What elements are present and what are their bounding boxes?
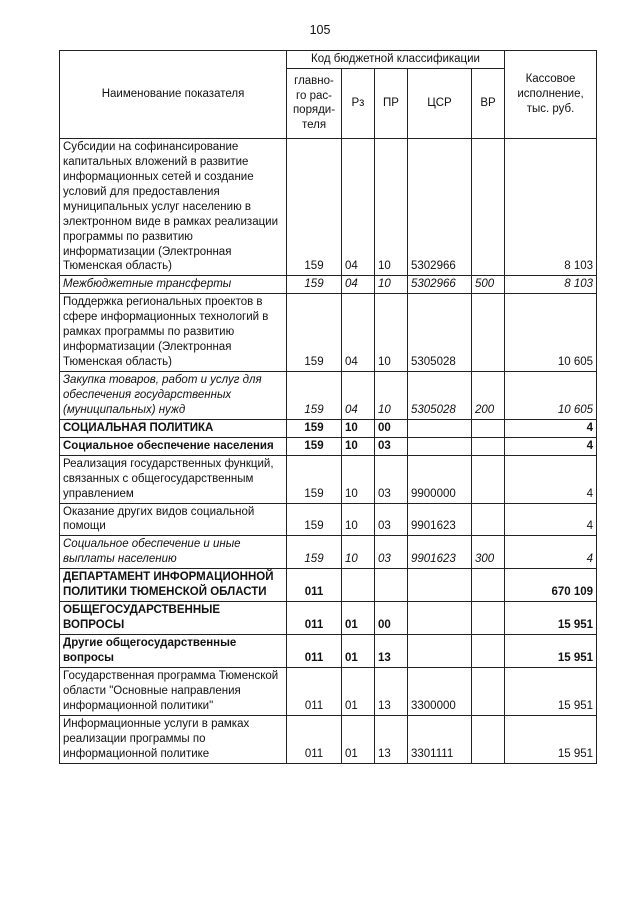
row-name: Социальное обеспечение и иные выплаты населению [60,536,287,569]
row-vr [472,294,505,372]
row-amount: 15 951 [505,602,597,635]
row-name: Реализация государственных функций, связанных с общегосударственным управлением [60,455,287,503]
table-row [60,569,597,602]
row-pr: 10 [375,294,408,372]
row-amount: 4 [505,503,597,536]
row-amount: 15 951 [505,667,597,715]
row-rz: 04 [342,294,375,372]
row-pr: 03 [375,455,408,503]
row-glav: 011 [287,569,342,602]
row-csr: 5302966 [408,276,472,294]
row-vr [472,437,505,455]
row-csr: 3300000 [408,667,472,715]
row-csr [408,419,472,437]
row-name: Субсидии на софинансирование капитальных вложений в развитие информационных сетей и создание условий для предоставления муниципальных услуг населению в электронном виде в рамках реализации программы по развитию информатизации (Электронная Тюменская область) [60,138,287,275]
row-pr: 10 [375,276,408,294]
table-row [60,138,597,275]
row-vr [472,503,505,536]
table-row [60,602,597,635]
row-glav: 159 [287,294,342,372]
row-amount: 15 951 [505,715,597,763]
row-amount: 4 [505,437,597,455]
row-csr: 5302966 [408,138,472,275]
row-rz: 10 [342,503,375,536]
table-row [60,536,597,569]
table-row [60,455,597,503]
table-row [60,635,597,668]
row-vr [472,455,505,503]
row-amount: 4 [505,455,597,503]
row-csr [408,602,472,635]
header-vr: ВР [472,68,505,138]
row-name: Оказание других видов социальной помощи [60,503,287,536]
row-amount: 670 109 [505,569,597,602]
row-rz: 01 [342,602,375,635]
row-vr: 500 [472,276,505,294]
header-glavny: главно-го рас-поряди-теля [287,68,342,138]
row-csr: 3301111 [408,715,472,763]
page-number: 105 [309,23,331,37]
row-name: Информационные услуги в рамках реализации программы по информационной политике [60,715,287,763]
row-rz: 01 [342,667,375,715]
row-rz [342,569,375,602]
row-rz: 04 [342,276,375,294]
row-pr: 03 [375,536,408,569]
header-csr: ЦСР [408,68,472,138]
row-glav: 011 [287,635,342,668]
row-glav: 159 [287,455,342,503]
row-csr: 5305028 [408,294,472,372]
row-rz: 10 [342,437,375,455]
header-amount: Кассовое исполнение, тыс. руб. [505,51,597,139]
row-csr [408,635,472,668]
row-rz: 10 [342,455,375,503]
row-glav: 159 [287,503,342,536]
table-row [60,294,597,372]
row-vr: 200 [472,372,505,420]
row-amount: 4 [505,536,597,569]
row-csr: 9901623 [408,503,472,536]
row-vr [472,569,505,602]
row-pr: 03 [375,503,408,536]
row-amount: 10 605 [505,372,597,420]
row-vr [472,602,505,635]
row-amount: 10 605 [505,294,597,372]
row-glav: 011 [287,667,342,715]
row-pr: 03 [375,437,408,455]
row-vr [472,138,505,275]
budget-execution-table [59,50,597,764]
row-rz: 01 [342,715,375,763]
row-csr [408,437,472,455]
row-name: Межбюджетные трансферты [60,276,287,294]
row-pr: 13 [375,635,408,668]
row-glav: 159 [287,437,342,455]
row-pr: 00 [375,602,408,635]
row-csr: 9900000 [408,455,472,503]
table-row [60,715,597,763]
row-amount: 8 103 [505,276,597,294]
header-pr: ПР [375,68,408,138]
row-rz: 04 [342,372,375,420]
row-vr [472,715,505,763]
row-glav: 159 [287,372,342,420]
row-csr [408,569,472,602]
row-rz: 10 [342,419,375,437]
row-pr: 10 [375,138,408,275]
row-glav: 159 [287,419,342,437]
row-rz: 10 [342,536,375,569]
row-amount: 4 [505,419,597,437]
row-pr: 10 [375,372,408,420]
row-pr [375,569,408,602]
row-pr: 13 [375,667,408,715]
table-row [60,667,597,715]
row-name: Государственная программа Тюменской области "Основные направления информационной политики" [60,667,287,715]
table-row [60,419,597,437]
row-amount: 15 951 [505,635,597,668]
row-name: ОБЩЕГОСУДАРСТВЕННЫЕ ВОПРОСЫ [60,602,287,635]
row-csr: 5305028 [408,372,472,420]
row-rz: 01 [342,635,375,668]
row-glav: 011 [287,602,342,635]
row-vr [472,419,505,437]
row-name: СОЦИАЛЬНАЯ ПОЛИТИКА [60,419,287,437]
row-amount: 8 103 [505,138,597,275]
row-name: ДЕПАРТАМЕНТ ИНФОРМАЦИОННОЙ ПОЛИТИКИ ТЮМЕНСКОЙ ОБЛАСТИ [60,569,287,602]
row-glav: 159 [287,536,342,569]
header-name: Наименование показателя [60,51,287,139]
row-glav: 159 [287,276,342,294]
table-row [60,503,597,536]
header-code-group: Код бюджетной классификации [287,51,505,69]
row-name: Поддержка региональных проектов в сфере информационных технологий в рамках программы по развитию информатизации (Электронная Тюменская область) [60,294,287,372]
header-rz: Рз [342,68,375,138]
row-glav: 011 [287,715,342,763]
row-name: Закупка товаров, работ и услуг для обеспечения государственных (муниципальных) нужд [60,372,287,420]
row-pr: 13 [375,715,408,763]
row-name: Другие общегосударственные вопросы [60,635,287,668]
row-glav: 159 [287,138,342,275]
row-vr [472,635,505,668]
row-name: Социальное обеспечение населения [60,437,287,455]
row-vr: 300 [472,536,505,569]
row-csr: 9901623 [408,536,472,569]
row-rz: 04 [342,138,375,275]
table-row [60,276,597,294]
row-pr: 00 [375,419,408,437]
table-row [60,437,597,455]
table-row [60,372,597,420]
row-vr [472,667,505,715]
